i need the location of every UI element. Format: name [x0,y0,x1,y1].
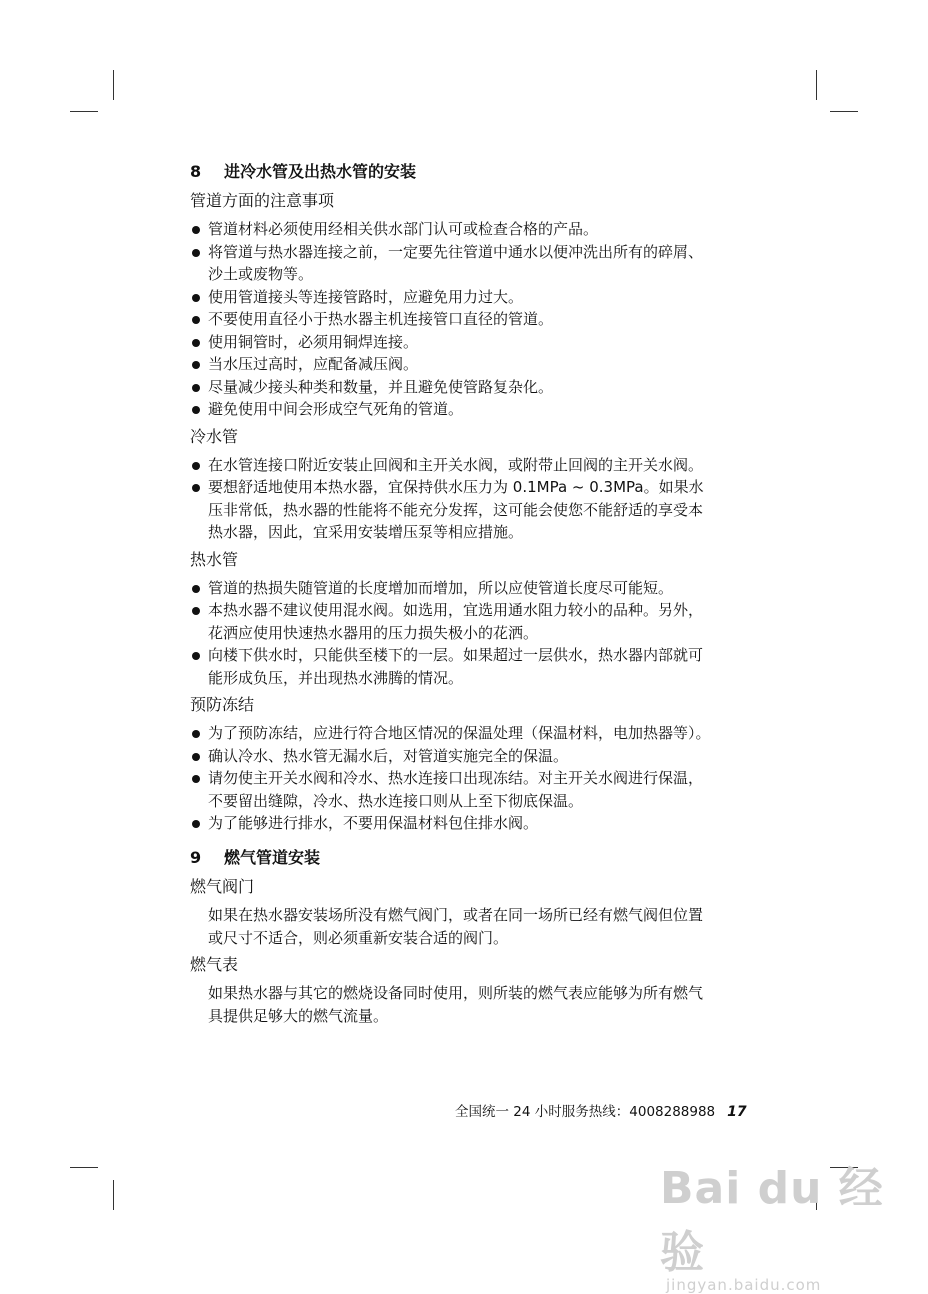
list-item-line: 使用管道接头等连接管路时，应避免用力过大。 [208,287,524,306]
section-title: 进冷水管及出热水管的安装 [224,162,417,181]
list-item [190,376,750,399]
crop-mark [70,111,98,112]
list-item-line: 在水管连接口附近安装止回阀和主开关水阀，或附带止回阀的主开关水阀。 [208,455,704,474]
list-item [190,454,750,477]
list-item [190,331,750,354]
list-item-line: 不要留出缝隙，冷水、热水连接口则从上至下彻底保温。 [208,791,584,810]
list-item [190,745,750,768]
list-item [190,398,750,421]
list-item [190,767,750,812]
list-item [190,722,750,745]
list-item-line: 能形成负压，并出现热水沸腾的情况。 [208,668,464,687]
crop-mark [816,70,817,100]
section-heading [190,161,750,183]
list-item-line: 将管道与热水器连接之前，一定要先往管道中通水以便冲洗出所有的碎屑、 [208,242,704,261]
list-item-line: 热水器，因此，宜采用安装增压泵等相应措施。 [208,523,524,541]
list-item [190,286,750,309]
paragraph-line: 如果在热水器安装场所没有燃气阀门，或者在同一场所已经有燃气阀但位置 [208,906,704,924]
page-number: 17 [727,1104,747,1120]
baidu-watermark [660,1152,928,1294]
list-item [190,353,750,376]
section-heading [190,847,750,869]
list-item-line: 管道的热损失随管道的长度增加而增加，所以应使管道长度尽可能短。 [208,578,674,597]
section-8 [190,161,750,835]
list-item-line: 避免使用中间会形成空气死角的管道。 [208,400,464,418]
list-item [190,644,750,689]
list-item-line: 要想舒适地使用本热水器，宜保持供水压力为 0.1MPa ~ 0.3MPa。如果水 [208,478,704,496]
crop-mark [113,70,114,100]
list-item-line: 沙土或废物等。 [208,265,314,283]
paragraph-line: 如果热水器与其它的燃烧设备同时使用，则所装的燃气表应能够为所有燃气 [208,984,704,1002]
list-item [190,812,750,835]
list-item-line: 为了预防冻结，应进行符合地区情况的保温处理（保温材料，电加热器等）。 [208,724,711,742]
list-item-line: 管道材料必须使用经相关供水部门认可或检查合格的产品。 [208,220,599,238]
crop-mark [113,1180,114,1210]
paragraph-line: 具提供足够大的燃气流量。 [208,1006,389,1025]
list-item-line: 尽量减少接头种类和数量，并且避免使管路复杂化。 [208,377,554,396]
list-item [190,308,750,331]
section-9 [190,847,750,1027]
subsection-heading: 热水管 [190,549,239,569]
list-item [190,241,750,286]
list-item-line: 为了能够进行排水，不要用保温材料包住排水阀。 [208,814,539,832]
subsection-heading: 燃气阀门 [190,877,255,896]
subsection-heading: 预防冻结 [190,695,255,714]
subsection-heading: 燃气表 [190,955,239,974]
list-item-line: 压非常低，热水器的性能将不能充分发挥，这可能会使您不能舒适的享受本 [208,500,704,519]
crop-mark [830,111,858,112]
paragraph [190,904,750,949]
list-item-line: 不要使用直径小于热水器主机连接管口直径的管道。 [208,310,554,328]
list-item-line: 本热水器不建议使用混水阀。如选用，宜选用通水阻力较小的品种。另外， [208,601,704,619]
list-item-line: 向楼下供水时，只能供至楼下的一层。如果超过一层供水，热水器内部就可 [208,646,704,664]
subsection-heading: 管道方面的注意事项 [190,191,335,210]
list-item-line: 使用铜管时，必须用铜焊连接。 [208,332,419,351]
list-item-line: 花洒应使用快速热水器用的压力损失极小的花洒。 [208,623,539,642]
section-title: 燃气管道安装 [224,848,321,867]
section-number: 9 [190,848,202,867]
paragraph [190,982,750,1027]
watermark-logo: Bai du 经验 [660,1163,884,1278]
list-item-line: 请勿使主开关水阀和冷水、热水连接口出现冻结。对主开关水阀进行保温， [208,769,704,787]
list-item [190,577,750,600]
paragraph-line: 或尺寸不适合，则必须重新安装合适的阀门。 [208,928,509,947]
list-item [190,599,750,644]
subsection-heading: 冷水管 [190,426,239,446]
list-item-line: 确认冷水、热水管无漏水后，对管道实施完全的保温。 [208,746,569,765]
service-hotline: 全国统一 24 小时服务热线：4008288988 [455,1104,716,1120]
watermark-url: jingyan.baidu.com [666,1276,822,1294]
section-number: 8 [190,162,202,181]
page-footer [455,1100,747,1120]
list-item [190,218,750,241]
crop-mark [70,1167,98,1168]
list-item-line: 当水压过高时，应配备减压阀。 [208,355,419,373]
list-item [190,476,750,544]
